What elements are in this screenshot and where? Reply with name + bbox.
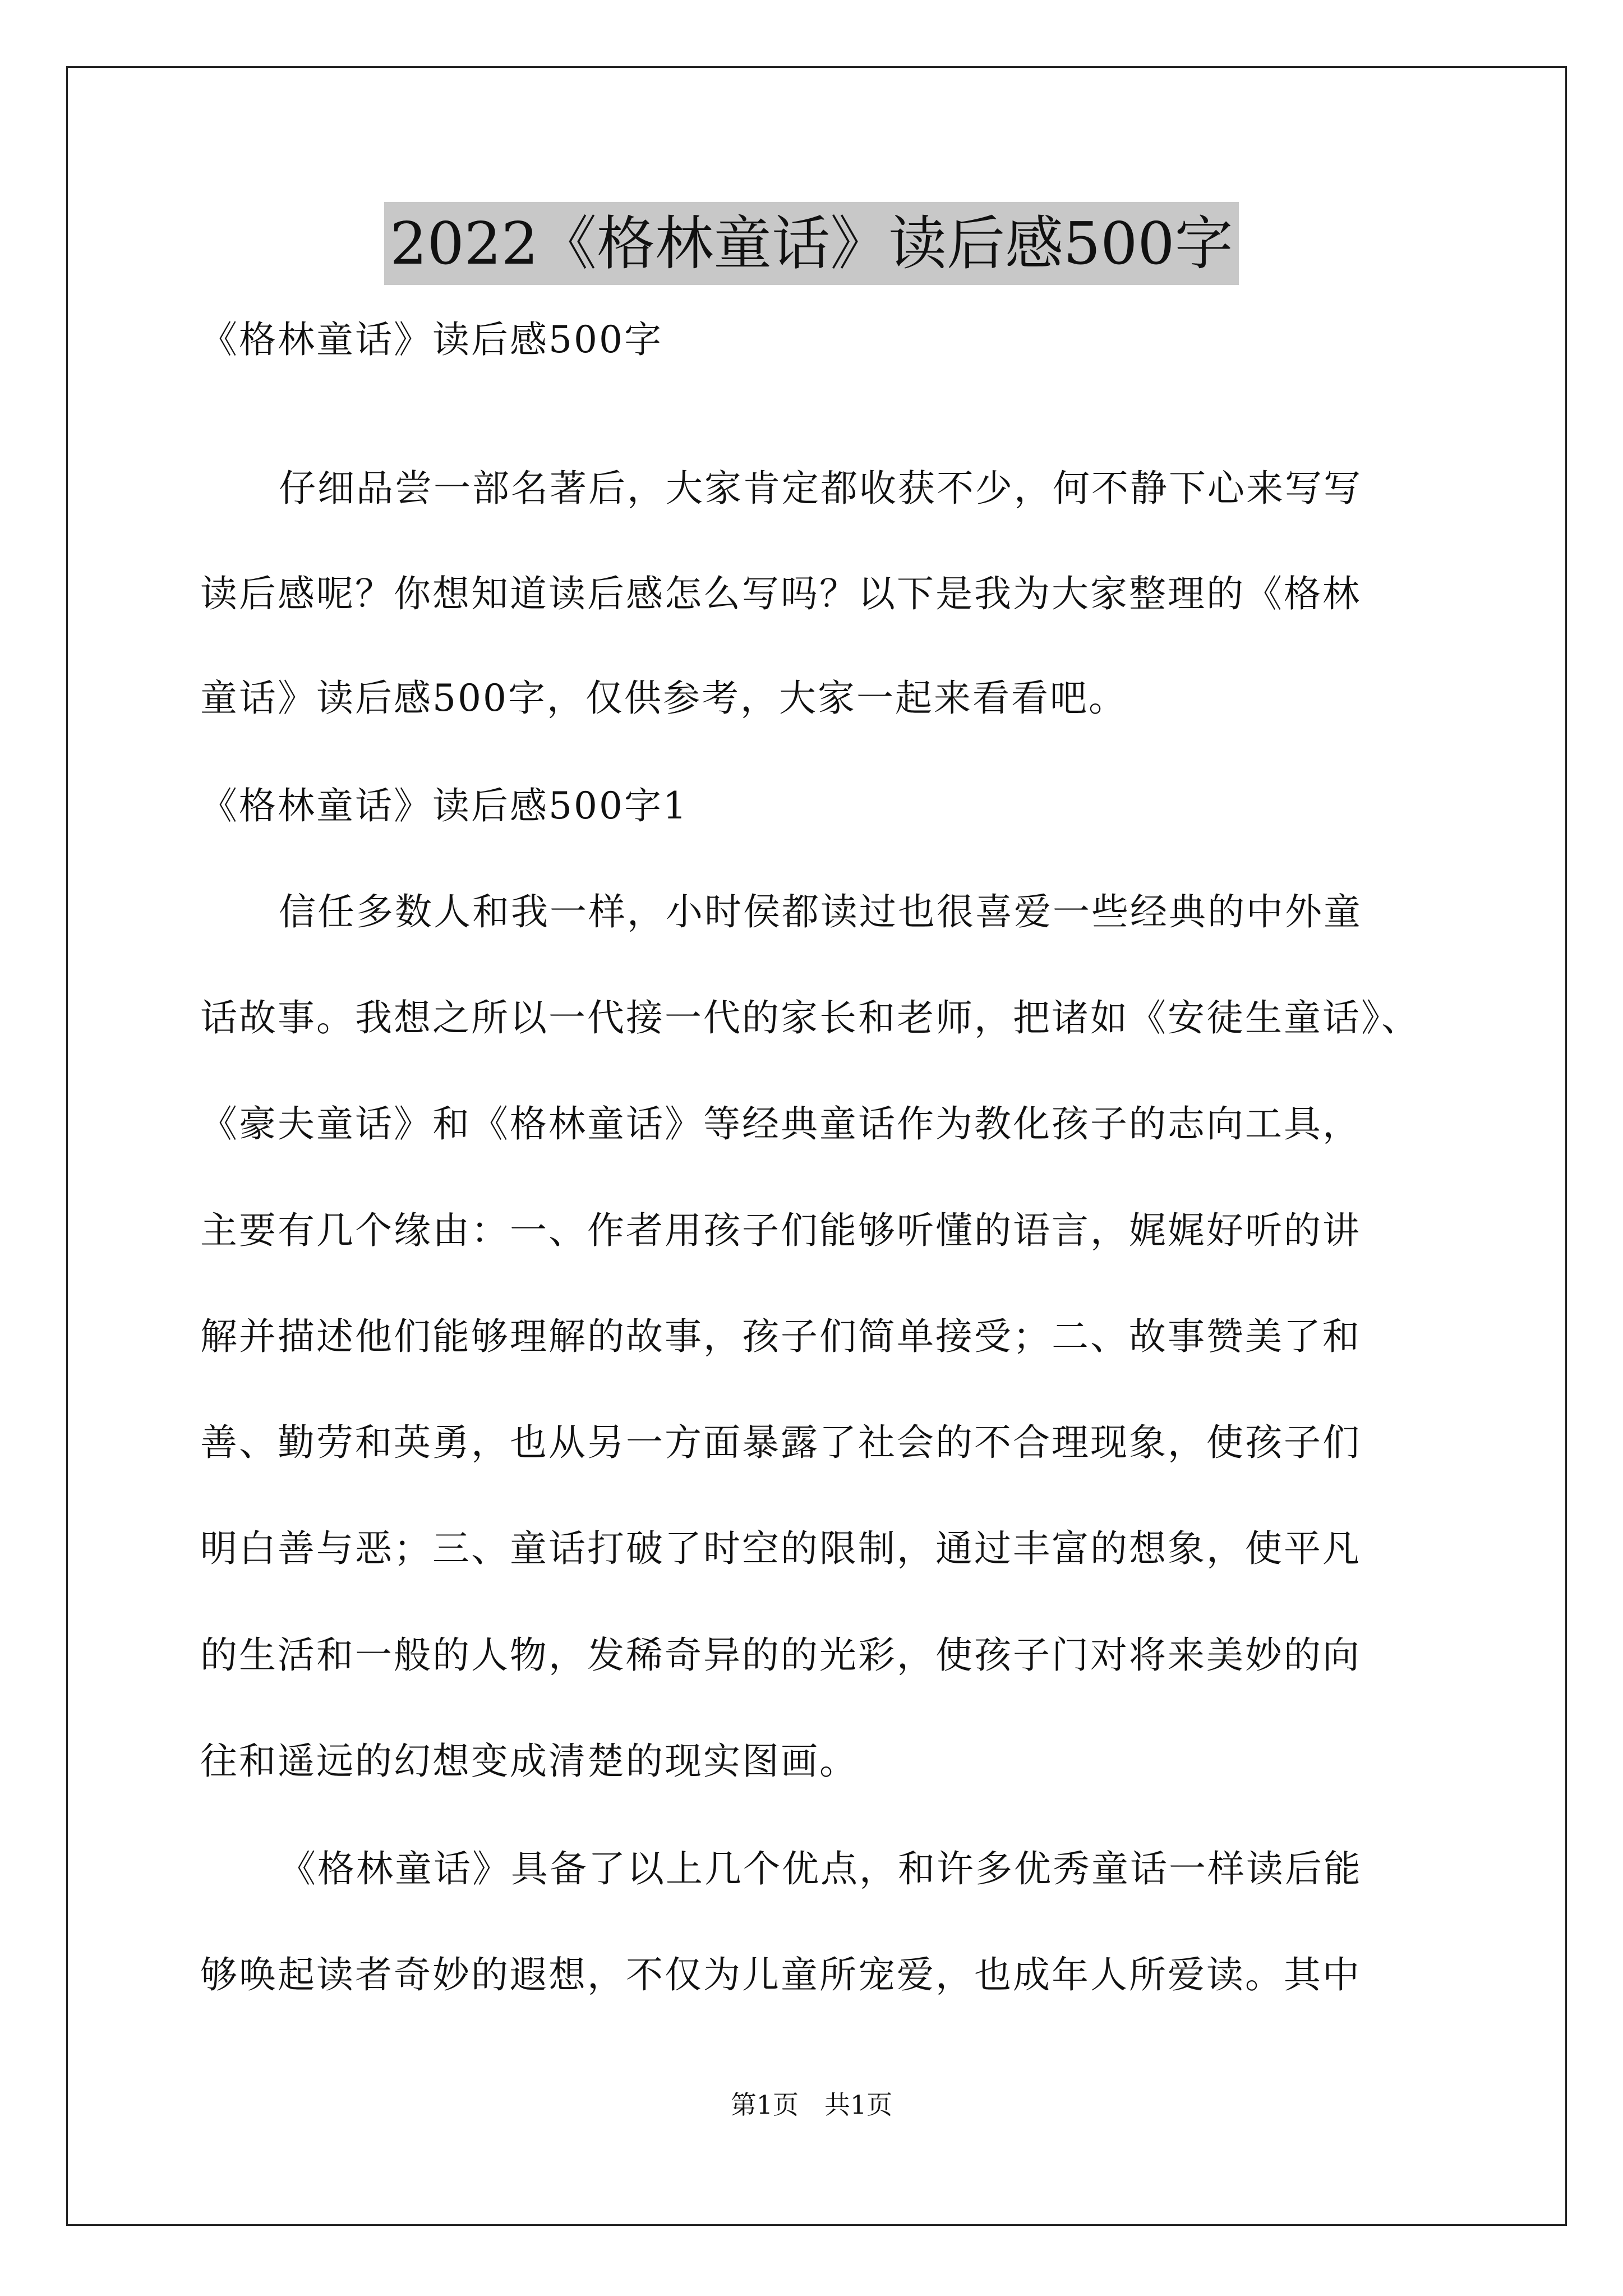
body-line-2: 话故事。我想之所以一代接一代的家长和老师，把诸如《安徒生童话》、	[200, 996, 1420, 1039]
body-line-6: 善、勤劳和英勇，也从另一方面暴露了社会的不合理现象，使孩子们	[200, 1421, 1361, 1464]
body-line-7: 明白善与恶；三、童话打破了时空的限制，通过丰富的想象，使平凡	[200, 1527, 1361, 1570]
body-line-5: 解并描述他们能够理解的故事，孩子们简单接受；二、故事赞美了和	[200, 1315, 1361, 1358]
intro-line-2: 读后感呢？你想知道读后感怎么写吗？以下是我为大家整理的《格林	[200, 572, 1361, 615]
title-container	[0, 202, 1623, 285]
intro-line-3: 童话》读后感500字，仅供参考，大家一起来看看吧。	[200, 677, 1127, 720]
body-line-11: 够唤起读者奇妙的遐想，不仅为儿童所宠爱，也成年人所爱读。其中	[200, 1953, 1361, 1996]
body-line-1: 信任多数人和我一样，小时侯都读过也很喜爱一些经典的中外童	[279, 890, 1362, 933]
intro-line-1: 仔细品尝一部名著后，大家肯定都收获不少，何不静下心来写写	[279, 467, 1362, 510]
document-title: 2022《格林童话》读后感500字	[384, 202, 1238, 285]
body-line-8: 的生活和一般的人物，发稀奇异的的光彩，使孩子门对将来美妙的向	[200, 1634, 1361, 1677]
section-heading-1: 《格林童话》读后感500字1	[200, 784, 688, 827]
body-line-10: 《格林童话》具备了以上几个优点，和许多优秀童话一样读后能	[279, 1847, 1362, 1890]
body-line-3: 《豪夫童话》和《格林童话》等经典童话作为教化孩子的志向工具，	[200, 1102, 1361, 1145]
body-line-4: 主要有几个缘由：一、作者用孩子们能够听懂的语言，娓娓好听的讲	[200, 1209, 1361, 1252]
body-line-9: 往和遥远的幻想变成清楚的现实图画。	[200, 1740, 858, 1783]
page-footer: 第1页 共1页	[730, 2090, 893, 2120]
subtitle-line: 《格林童话》读后感500字	[200, 318, 663, 361]
